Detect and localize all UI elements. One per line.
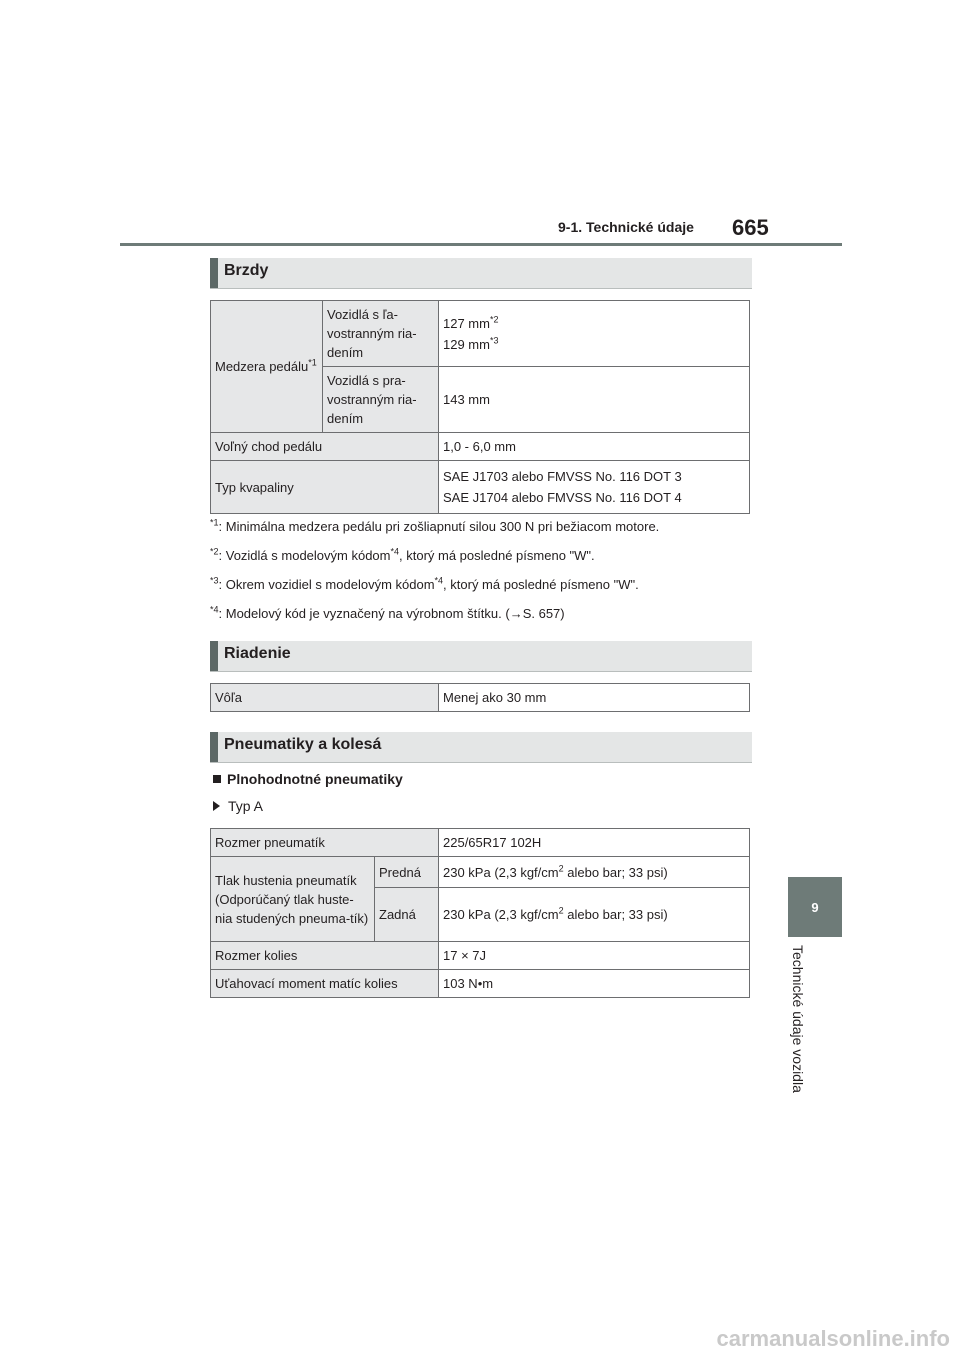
square-bullet-icon	[213, 775, 221, 783]
table-row	[211, 942, 750, 970]
section-heading-tires	[210, 732, 752, 763]
triangle-bullet-icon	[213, 801, 220, 811]
tire-size-label: Rozmer pneumatík	[211, 829, 439, 857]
lhd-value	[439, 301, 750, 367]
wheel-size-value: 17 × 7J	[439, 942, 750, 970]
footnote-text: : Vozidlá s modelovým kódom	[218, 548, 391, 563]
footnote-text: : Minimálna medzera pedálu pri zošliapnutí silou 300 N pri bežiacom motore.	[218, 519, 660, 534]
tire-pressure-label: Tlak hustenia pneumatík (Odporúčaný tlak huste-nia studených pneuma-tík)	[211, 857, 375, 942]
section-title: 9-1. Technické údaje	[558, 219, 694, 235]
steering-play-value: Menej ako 30 mm	[439, 684, 750, 712]
value-text: 230 kPa (2,3 kgf/cm	[443, 864, 559, 880]
value-text: alebo bar; 33 psi)	[563, 864, 668, 880]
footnote	[210, 574, 770, 603]
pedal-clearance-label	[211, 301, 323, 433]
footnote-text: : Modelový kód je vyznačený na výrobnom štítku. (→S. 657)	[218, 606, 565, 621]
value-text: alebo bar; 33 psi)	[563, 907, 668, 922]
value-text: SAE J1703 alebo FMVSS No. 116 DOT 3	[443, 469, 682, 484]
value-text: 129 mm	[443, 336, 490, 352]
fluid-value	[439, 461, 750, 514]
heading-bar	[210, 258, 218, 288]
footnote-mark: *2	[489, 314, 499, 325]
wheel-size-label: Rozmer kolies	[211, 942, 439, 970]
footnote-mark: *1	[210, 517, 219, 528]
table-row	[211, 433, 750, 461]
front-label: Predná	[375, 857, 439, 888]
lhd-label: Vozidlá s ľa-vostranným ria-dením	[323, 301, 439, 367]
table-row	[211, 301, 750, 367]
superscript: 2	[558, 905, 564, 916]
page-number: 665	[732, 215, 769, 240]
fluid-label: Typ kvapaliny	[211, 461, 439, 514]
torque-label: Uťahovací moment matíc kolies	[211, 970, 439, 998]
table-row	[211, 829, 750, 857]
rear-value	[439, 888, 750, 942]
table-row	[211, 684, 750, 712]
footnote-mark: *1	[308, 357, 317, 368]
rear-label: Zadná	[375, 888, 439, 942]
steering-table	[210, 683, 750, 712]
subheading-text: Plnohodnotné pneumatiky	[227, 771, 403, 787]
watermark: carmanualsonline.info	[716, 1326, 950, 1351]
table-row	[211, 857, 750, 888]
section-heading-brakes	[210, 258, 752, 289]
footnote-text: : Okrem vozidiel s modelovým kódom	[218, 577, 435, 592]
footnote-mark: *4	[434, 575, 444, 586]
heading-bar	[210, 732, 218, 762]
footnote-mark: *3	[489, 335, 499, 346]
section-title-steering: Riadenie	[224, 645, 291, 662]
footnote-mark: *3	[210, 575, 219, 586]
type-heading	[213, 798, 263, 814]
heading-bar	[210, 641, 218, 671]
value-text: 230 kPa (2,3 kgf/cm	[443, 907, 559, 922]
footnote-mark: *4	[390, 546, 399, 557]
footnote-mark: *2	[210, 546, 219, 557]
free-play-label: Voľný chod pedálu	[211, 433, 439, 461]
type-heading-text: Typ A	[228, 798, 264, 814]
footnote-text: , ktorý má posledné písmeno "W".	[399, 548, 595, 563]
section-title-brakes: Brzdy	[224, 262, 269, 279]
chapter-label: Technické údaje vozidla	[790, 945, 806, 1093]
value-text: 127 mm	[443, 315, 490, 331]
tire-size-value: 225/65R17 102H	[439, 829, 750, 857]
footnote	[210, 603, 770, 632]
footnote-text: , ktorý má posledné písmeno "W".	[443, 577, 639, 592]
steering-play-label: Vôľa	[211, 684, 439, 712]
free-play-value: 1,0 - 6,0 mm	[439, 433, 750, 461]
subheading	[213, 771, 403, 787]
table-row	[211, 970, 750, 998]
front-value	[439, 857, 750, 888]
torque-value: 103 N•m	[439, 970, 750, 998]
value-text: SAE J1704 alebo FMVSS No. 116 DOT 4	[443, 490, 682, 505]
chapter-tab: 9	[788, 877, 842, 937]
header-divider	[120, 243, 842, 246]
footnote-mark: *4	[210, 604, 219, 615]
brakes-table	[210, 300, 750, 514]
label-text: Medzera pedálu	[215, 359, 309, 374]
superscript: 2	[558, 863, 564, 874]
footnotes	[210, 516, 770, 632]
rhd-value: 143 mm	[439, 367, 750, 433]
footnote	[210, 516, 770, 545]
rhd-label: Vozidlá s pra-vostranným ria-dením	[323, 367, 439, 433]
section-heading-steering	[210, 641, 752, 672]
table-row	[211, 461, 750, 514]
footnote	[210, 545, 770, 574]
section-title-tires: Pneumatiky a kolesá	[224, 736, 382, 753]
tires-table	[210, 828, 750, 998]
